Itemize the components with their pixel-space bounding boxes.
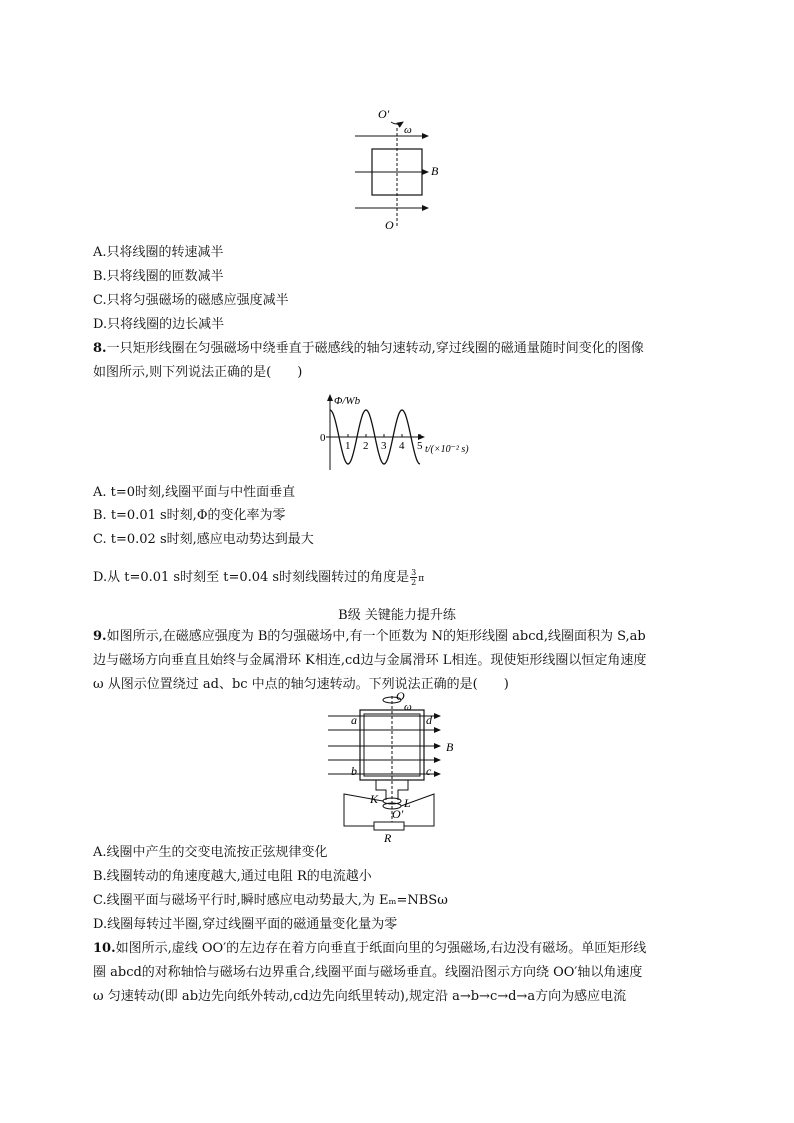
label-o: O bbox=[396, 689, 405, 703]
label-field-b: B bbox=[446, 740, 454, 754]
fraction-numerator: 3 bbox=[411, 568, 417, 577]
label-o-prime: O′ bbox=[392, 807, 404, 821]
label-a: a bbox=[351, 713, 357, 727]
q9-stem-line2: 边与磁场方向垂直且始终与金属滑环 K相连,cd边与金属滑环 L相连。现使矩形线圈以恒定角速度 bbox=[93, 653, 647, 668]
q9-option-d: D.线圈每转过半圈,穿过线圈平面的磁通量变化量为零 bbox=[93, 917, 398, 932]
q8-option-d-text: D.从 t=0.01 s时刻至 t=0.04 s时刻线圈转过的角度是 bbox=[93, 570, 410, 585]
q10-stem-line3: ω 匀速转动(即 ab边先向纸外转动,cd边先向纸里转动),规定沿 a→b→c→d→a方向为感应电流 bbox=[93, 989, 627, 1004]
resistor bbox=[374, 822, 404, 830]
coil-outer bbox=[360, 710, 424, 780]
q8-option-c: C. t=0.02 s时刻,感应电动势达到最大 bbox=[93, 532, 314, 547]
q8-number: 8. bbox=[93, 341, 107, 356]
x-tick-label: 3 bbox=[381, 440, 387, 452]
label-b: B bbox=[431, 164, 439, 178]
q7-option-a: A.只将线圈的转速减半 bbox=[93, 245, 224, 260]
q9-stem-line3: ω 从图示位置绕过 ad、bc 中点的轴匀速转动。下列说法正确的是( ) bbox=[93, 677, 509, 692]
q10-number: 10. bbox=[93, 941, 116, 956]
label-c: c bbox=[426, 764, 432, 778]
x-axis-label: t/(×10⁻² s) bbox=[425, 444, 469, 455]
x-tick-label: 5 bbox=[417, 440, 423, 452]
q10-stem-text: 如图所示,虚线 OO′的左边存在着方向垂直于纸面向里的匀强磁场,右边没有磁场。单匝矩形线 bbox=[115, 941, 647, 956]
q9-stem-line1 bbox=[93, 628, 646, 646]
label-o: O bbox=[385, 218, 394, 232]
q8-stem-text: 一只矩形线圈在匀强磁场中绕垂直于磁感线的轴匀速转动,穿过线圈的磁通量随时间变化的图像 bbox=[106, 341, 644, 356]
q8-stem-line2: 如图所示,则下列说法正确的是( ) bbox=[93, 365, 303, 380]
generator-circuit-figure bbox=[318, 689, 478, 845]
label-l: L bbox=[404, 796, 411, 810]
q8-option-a: A. t=0时刻,线圈平面与中性面垂直 bbox=[93, 485, 296, 500]
coil-rotation-figure bbox=[340, 107, 460, 233]
label-omega: ω bbox=[404, 701, 412, 713]
q9-stem-text: 如图所示,在磁感应强度为 B的匀强磁场中,有一个匝数为 N的矩形线圈 abcd,线圈面积为 S,ab bbox=[106, 629, 646, 644]
x-tick-label: 4 bbox=[399, 440, 405, 452]
q9-option-c: C.线圈平面与磁场平行时,瞬时感应电动势最大,为 Eₘ=NBSω bbox=[93, 893, 448, 908]
pi-symbol: π bbox=[418, 574, 425, 584]
section-b-heading: B级 关键能力提升练 bbox=[338, 608, 456, 623]
q8-option-b: B. t=0.01 s时刻,Φ的变化率为零 bbox=[93, 508, 286, 523]
q7-option-c: C.只将匀强磁场的磁感应强度减半 bbox=[93, 293, 289, 308]
q8-stem-line1 bbox=[93, 340, 644, 358]
origin-label: 0 bbox=[320, 432, 326, 444]
fraction-denominator: 2 bbox=[411, 578, 417, 587]
flux-time-chart bbox=[312, 392, 482, 474]
y-axis-label: Φ/Wb bbox=[334, 395, 361, 407]
label-b-corner: b bbox=[351, 764, 357, 778]
x-tick-label: 1 bbox=[345, 440, 351, 452]
q9-number: 9. bbox=[93, 629, 107, 644]
q10-stem-line1 bbox=[93, 940, 646, 958]
q8-option-d bbox=[93, 568, 424, 588]
label-omega: ω bbox=[404, 124, 412, 136]
q7-option-d: D.只将线圈的边长减半 bbox=[93, 317, 225, 332]
q9-option-a: A.线圈中产生的交变电流按正弦规律变化 bbox=[93, 845, 328, 860]
q9-option-b: B.线圈转动的角速度越大,通过电阻 R的电流越小 bbox=[93, 869, 372, 884]
q7-option-b: B.只将线圈的匝数减半 bbox=[93, 269, 224, 284]
label-o-prime: O′ bbox=[378, 107, 390, 121]
x-tick-label: 2 bbox=[363, 440, 369, 452]
label-k: K bbox=[370, 792, 379, 806]
q10-stem-line2: 圈 abcd的对称轴恰与磁场右边界重合,线圈平面与磁场垂直。线圈沿图示方向绕 OO′轴以角速度 bbox=[93, 965, 643, 980]
label-r: R bbox=[384, 831, 392, 845]
rotation-arrow bbox=[391, 122, 403, 124]
label-d: d bbox=[426, 713, 432, 727]
fraction-three-halves bbox=[410, 568, 417, 587]
